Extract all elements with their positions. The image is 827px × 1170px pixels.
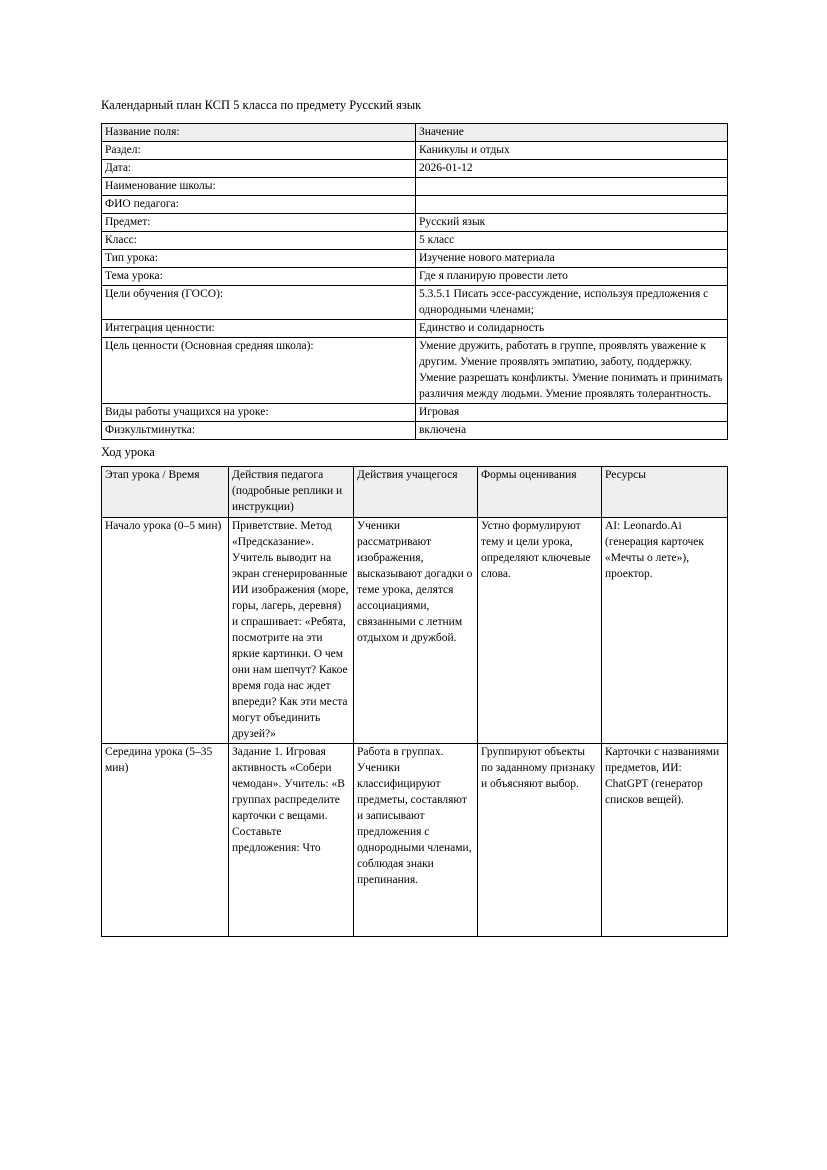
table-row <box>102 268 728 286</box>
column-header-stage: Этап урока / Время <box>102 467 229 518</box>
value-cell <box>416 196 728 214</box>
resources-text: Карточки с названиями предметов, ИИ: ChatGPT (генератор списков вещей). <box>605 746 720 806</box>
value-cell: Умение дружить, работать в группе, проявлять уважение к другим. Умение проявлять эмпатию, заботу, поддержку. Умение разрешать конфликты. Умение понимать и принимать различия между людьми. Умение проявлять толерантность. <box>416 338 728 404</box>
lesson-info-table <box>101 123 728 440</box>
page-title: Календарный план КСП 5 класса по предмету Русский язык <box>101 98 422 112</box>
value-cell: 2026-01-12 <box>416 160 728 178</box>
field-cell: Тип урока: <box>102 250 416 268</box>
value-cell: Игровая <box>416 404 728 422</box>
section-heading: Ход урока <box>101 445 155 459</box>
field-cell: Цели обучения (ГОСО): <box>102 286 416 320</box>
table-row <box>102 232 728 250</box>
table-header-row <box>102 124 728 142</box>
field-cell: Интеграция ценности: <box>102 320 416 338</box>
field-cell: Цель ценности (Основная средняя школа): <box>102 338 416 404</box>
table-header-row <box>102 467 728 518</box>
lesson-course-table <box>101 466 728 937</box>
stage-cell <box>102 744 229 937</box>
value-cell: Изучение нового материала <box>416 250 728 268</box>
column-header-student-actions: Действия учащегося <box>354 467 478 518</box>
table-row <box>102 744 728 937</box>
value-cell: Где я планирую провести лето <box>416 268 728 286</box>
value-cell: включена <box>416 422 728 440</box>
table-row <box>102 338 728 404</box>
stage-text: Середина урока (5–35 мин) <box>105 746 213 774</box>
table-row <box>102 422 728 440</box>
assessment-cell <box>478 744 602 937</box>
column-header-resources: Ресурсы <box>602 467 728 518</box>
field-cell: Тема урока: <box>102 268 416 286</box>
value-cell: 5.3.5.1 Писать эссе-рассуждение, используя предложения с однородными членами; <box>416 286 728 320</box>
column-header-teacher-actions: Действия педагога (подробные реплики и инструкции) <box>229 467 354 518</box>
assessment-cell: Устно формулируют тему и цели урока, определяют ключевые слова. <box>478 518 602 744</box>
field-cell: Класс: <box>102 232 416 250</box>
value-cell: Каникулы и отдых <box>416 142 728 160</box>
field-cell: Наименование школы: <box>102 178 416 196</box>
stage-cell: Начало урока (0–5 мин) <box>102 518 229 744</box>
field-cell: ФИО педагога: <box>102 196 416 214</box>
student-actions-cell: Ученики рассматривают изображения, высказывают догадки о теме урока, делятся ассоциациями, связанными с летним отдыхом и дружбой. <box>354 518 478 744</box>
field-cell: Физкультминутка: <box>102 422 416 440</box>
table-row <box>102 404 728 422</box>
value-cell: Русский язык <box>416 214 728 232</box>
table-row <box>102 196 728 214</box>
table-row <box>102 320 728 338</box>
field-cell: Раздел: <box>102 142 416 160</box>
teacher-actions-cell <box>229 744 354 937</box>
table-row <box>102 160 728 178</box>
field-cell: Виды работы учащихся на уроке: <box>102 404 416 422</box>
field-cell: Предмет: <box>102 214 416 232</box>
table-row <box>102 214 728 232</box>
student-actions-cell <box>354 744 478 937</box>
resources-cell <box>602 744 728 937</box>
table-row <box>102 178 728 196</box>
table-row <box>102 518 728 744</box>
value-cell: 5 класс <box>416 232 728 250</box>
value-cell <box>416 178 728 196</box>
table-row <box>102 250 728 268</box>
teacher-actions-text: Задание 1. Игровая активность «Собери чемодан». Учитель: «В группах распределите карточки с вещами. Составьте предложения: Что <box>232 746 345 854</box>
value-cell: Единство и солидарность <box>416 320 728 338</box>
field-cell: Дата: <box>102 160 416 178</box>
table-row <box>102 286 728 320</box>
column-header-assessment: Формы оценивания <box>478 467 602 518</box>
assessment-text: Группируют объекты по заданному признаку и объясняют выбор. <box>481 746 596 790</box>
teacher-actions-cell: Приветствие. Метод «Предсказание». Учитель выводит на экран сгенерированные ИИ изображения (море, горы, лагерь, деревня) и спрашивает: «Ребята, посмотрите на эти яркие картинки. О чем они нам шепчут? Какое время года нас ждет впереди? Как эти места могут объединить друзей?» <box>229 518 354 744</box>
table-row <box>102 142 728 160</box>
column-header-value: Значение <box>416 124 728 142</box>
student-actions-text: Работа в группах. Ученики классифицируют предметы, составляют и записывают предложения с однородными членами, соблюдая знаки препинания. <box>357 746 472 886</box>
resources-cell: AI: Leonardo.Ai (генерация карточек «Мечты о лете»), проектор. <box>602 518 728 744</box>
column-header-field: Название поля: <box>102 124 416 142</box>
